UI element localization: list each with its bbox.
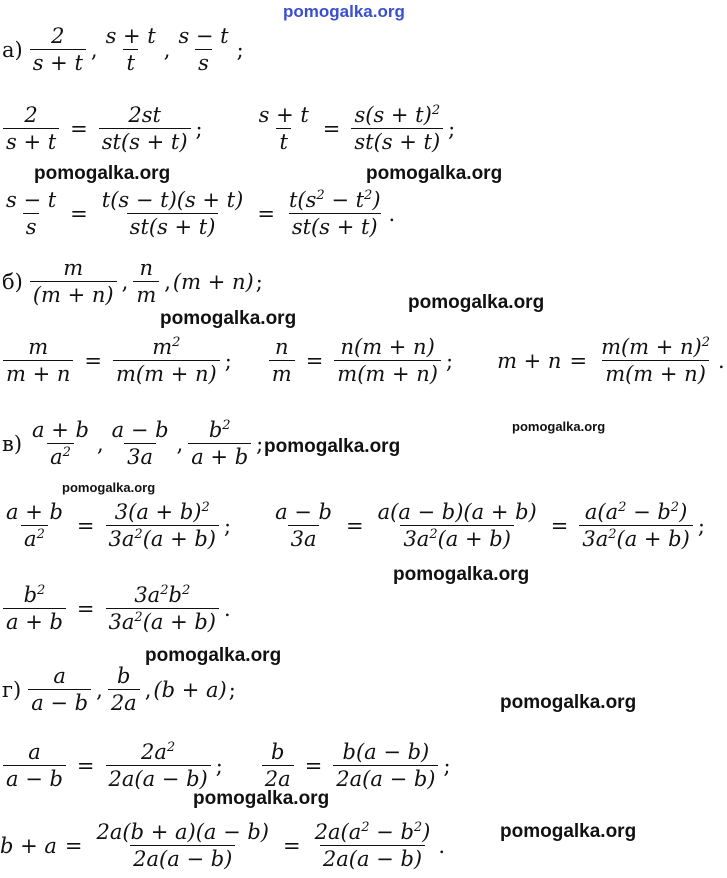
- fraction: [598, 335, 713, 386]
- exponent: 2: [166, 740, 176, 755]
- equals-sign: =: [569, 348, 588, 373]
- numerator: a: [28, 740, 41, 764]
- punctuation: ;: [215, 753, 223, 778]
- punctuation: ,: [96, 431, 104, 456]
- fraction: [3, 335, 73, 386]
- fraction: [579, 500, 692, 551]
- exponent: 2: [181, 583, 191, 598]
- part-v-row1: [0, 500, 707, 551]
- fraction: [28, 664, 91, 715]
- equals-sign: =: [76, 596, 95, 621]
- equals-sign: =: [84, 348, 102, 373]
- watermark: pomogalka.org: [500, 821, 637, 842]
- numerator: n: [139, 256, 154, 280]
- denominator: st(s + t): [289, 213, 381, 239]
- denominator: 3a: [124, 443, 156, 469]
- watermark: pomogalka.org: [264, 436, 401, 457]
- numerator: $m(m + n)^2$: [601, 335, 711, 359]
- numerator: a: [53, 664, 66, 688]
- denominator: m: [269, 360, 295, 386]
- numerator: $2a(a^2 - b^2)$: [314, 820, 431, 844]
- denominator: s + t: [30, 49, 86, 75]
- fraction: [3, 103, 59, 154]
- denominator: m + n: [3, 360, 73, 386]
- numerator: a − b: [275, 500, 332, 524]
- denominator: $3a^2(a + b)$: [579, 525, 692, 551]
- equals-sign: =: [550, 513, 569, 538]
- watermark: pomogalka.org: [408, 292, 545, 313]
- fraction: [99, 188, 247, 239]
- fraction: [188, 418, 251, 469]
- part-v-row2: [0, 583, 233, 634]
- numerator: s + t: [105, 24, 156, 48]
- punctuation: .: [388, 201, 396, 226]
- part-a-given: [2, 24, 246, 75]
- denominator: st(s + t): [127, 213, 219, 239]
- equals-sign: =: [304, 753, 323, 778]
- part-a-row2: [0, 188, 397, 239]
- watermark: pomogalka.org: [393, 564, 530, 585]
- fraction: [3, 583, 66, 634]
- denominator: $3a^2(a + b)$: [400, 525, 513, 551]
- equals-sign: =: [346, 513, 364, 538]
- fraction: [106, 500, 219, 551]
- numerator: 2st: [128, 103, 161, 127]
- part-b-row1: $\frac{m}{m + n}$ = $\frac{m^2}{m(m + n)}$ ; $\frac{n}{m}$ = $\frac{n(m + n)}{m(m + n)}$ ; m + n = $\frac{m(m + n)^2}{m(m + n)}$ .: [0, 335, 727, 386]
- part-v-given: [2, 418, 265, 469]
- numerator: s + t: [258, 103, 309, 127]
- watermark: pomogalka.org: [160, 308, 297, 329]
- fraction: [113, 335, 220, 386]
- equals-sign: =: [70, 116, 88, 141]
- punctuation: ,: [176, 431, 184, 456]
- fraction: [94, 820, 272, 871]
- numerator: 2a(b + a)(a − b): [96, 820, 270, 844]
- exponent: 2: [36, 527, 45, 542]
- watermark: pomogalka.org: [512, 419, 606, 434]
- numerator: $s(s + t)^2$: [354, 103, 441, 127]
- equals-sign: =: [305, 348, 324, 373]
- watermark: pomogalka.org: [145, 645, 282, 666]
- exponent: 2: [701, 335, 711, 350]
- denominator: s: [23, 213, 40, 239]
- fraction: [3, 740, 66, 791]
- fraction: [133, 256, 159, 307]
- denominator: 2a: [108, 689, 140, 715]
- numerator: 2: [51, 24, 65, 48]
- denominator: m(m + n): [602, 360, 709, 386]
- exponent: 2: [618, 500, 627, 515]
- denominator: m(m + n): [334, 360, 441, 386]
- punctuation: ;: [256, 431, 264, 456]
- part-a-row1: [0, 103, 457, 154]
- fraction: [312, 820, 434, 871]
- numerator: a(a − b)(a + b): [377, 500, 537, 524]
- punctuation: ,: [90, 37, 98, 62]
- fraction: [334, 335, 441, 386]
- denominator: $a^2$: [47, 443, 74, 469]
- label-b: б): [2, 269, 23, 294]
- numerator: $a(a^2 - b^2)$: [584, 500, 688, 524]
- part-g-given: г) $\frac{a}{a - b}$ , $\frac{b}{2a}$ , (b + a) ;: [2, 664, 236, 715]
- numerator: b(a − b): [342, 740, 430, 764]
- numerator: $2a^2$: [141, 740, 176, 764]
- label-a: а): [2, 37, 23, 62]
- exponent: 2: [608, 527, 617, 542]
- exponent: 2: [201, 500, 210, 515]
- numerator: b: [271, 740, 285, 764]
- punctuation: .: [224, 596, 231, 621]
- fraction: [351, 103, 443, 154]
- exponent: 2: [160, 583, 169, 598]
- watermark: pomogalka.org: [34, 163, 171, 184]
- exponent: 2: [134, 610, 143, 625]
- fraction: [30, 24, 86, 75]
- denominator: 2a(a − b): [106, 765, 211, 791]
- denominator: s: [195, 49, 212, 75]
- denominator: s + t: [3, 128, 59, 154]
- punctuation: ,: [144, 677, 152, 702]
- exponent: 2: [413, 820, 423, 835]
- label-g: г): [2, 677, 22, 702]
- fraction: [29, 418, 92, 469]
- numerator: b: [117, 664, 131, 688]
- equals-sign: =: [76, 753, 95, 778]
- numerator: $b^2$: [208, 418, 231, 442]
- punctuation: ;: [697, 513, 705, 538]
- equals-sign: =: [76, 513, 95, 538]
- denominator: m(m + n): [113, 360, 220, 386]
- punctuation: ;: [224, 348, 232, 373]
- denominator: $3a^2(a + b)$: [106, 608, 219, 634]
- numerator: $3a^2b^2$: [134, 583, 191, 607]
- fraction: [109, 418, 172, 469]
- fraction: [3, 500, 66, 551]
- denominator: m: [133, 281, 159, 307]
- denominator: 2a(a − b): [130, 845, 235, 871]
- numerator: m: [63, 256, 84, 280]
- numerator: 2: [24, 103, 38, 127]
- denominator: (m + n): [30, 281, 117, 307]
- exponent: 2: [222, 418, 231, 433]
- punctuation: ,: [96, 677, 103, 702]
- denominator: t: [123, 49, 137, 75]
- numerator: $m^2$: [152, 335, 181, 359]
- exponent: 2: [361, 820, 370, 835]
- exponent: 2: [316, 188, 325, 203]
- fraction: [272, 500, 335, 551]
- punctuation: ;: [443, 753, 451, 778]
- fraction: [106, 583, 219, 634]
- fraction: [30, 256, 117, 307]
- part-b-given: б) $\frac{m}{(m + n)}$ , $\frac{n}{m}$ , (m + n) ;: [2, 256, 263, 307]
- exponent: 2: [62, 445, 71, 460]
- punctuation: .: [718, 348, 725, 373]
- exponent: 2: [172, 335, 181, 350]
- fraction: [256, 103, 312, 154]
- punctuation: ,: [163, 37, 171, 62]
- denominator: st(s + t): [99, 128, 191, 154]
- denominator: 2a(a − b): [320, 845, 425, 871]
- denominator: $3a^2(a + b)$: [106, 525, 219, 551]
- fraction: [103, 24, 159, 75]
- exponent: 2: [429, 527, 438, 542]
- fraction: [375, 500, 540, 551]
- fraction: [108, 664, 140, 715]
- fraction: [99, 103, 191, 154]
- watermark: pomogalka.org: [366, 163, 503, 184]
- equals-sign: =: [322, 116, 341, 141]
- punctuation: ;: [228, 677, 236, 702]
- numerator: $b^2$: [23, 583, 46, 607]
- denominator: a − b: [3, 765, 66, 791]
- numerator: a + b: [6, 500, 63, 524]
- equals-sign: =: [70, 201, 88, 226]
- fraction: [333, 740, 438, 791]
- numerator: n(m + n): [340, 335, 435, 359]
- exponent: 2: [364, 188, 373, 203]
- denominator: 2a(a − b): [333, 765, 438, 791]
- punctuation: ,: [164, 269, 171, 294]
- numerator: s − t: [6, 188, 57, 212]
- exponent: 2: [431, 103, 441, 118]
- punctuation: ;: [255, 269, 263, 294]
- equals-sign: =: [283, 833, 301, 858]
- numerator: $t(s^2 - t^2)$: [288, 188, 381, 212]
- numerator: m: [28, 335, 49, 359]
- exponent: 2: [37, 583, 46, 598]
- watermark: pomogalka.org: [500, 692, 637, 713]
- punctuation: ;: [445, 348, 454, 373]
- punctuation: ;: [236, 37, 244, 62]
- equals-sign: =: [257, 201, 275, 226]
- denominator: $a^2$: [21, 525, 48, 551]
- fraction: [269, 335, 295, 386]
- punctuation: ;: [195, 116, 203, 141]
- numerator: a − b: [111, 418, 169, 442]
- numerator: s − t: [178, 24, 229, 48]
- label-v: в): [2, 431, 23, 456]
- fraction: [175, 24, 231, 75]
- denominator: a + b: [188, 443, 251, 469]
- punctuation: .: [438, 833, 446, 858]
- equals-sign: =: [64, 833, 83, 858]
- fraction: [286, 188, 384, 239]
- fraction: [3, 188, 59, 239]
- punctuation: ;: [224, 513, 232, 538]
- denominator: a − b: [28, 689, 91, 715]
- exponent: 2: [670, 500, 680, 515]
- fraction: [262, 740, 294, 791]
- denominator: 2a: [262, 765, 294, 791]
- watermark-top[interactable]: pomogalka.org: [283, 2, 405, 21]
- numerator: a + b: [32, 418, 89, 442]
- denominator: 3a: [288, 525, 320, 551]
- watermark: pomogalka.org: [193, 788, 330, 809]
- numerator: t(s − t)(s + t): [101, 188, 244, 212]
- part-g-row2: b + a = $\frac{2a(b + a)(a - b)}{2a(a - b)}$ = $\frac{2a(a^2 - b^2)}{2a(a - b)}$ .: [0, 820, 446, 871]
- watermark: pomogalka.org: [62, 480, 156, 495]
- denominator: st(s + t): [351, 128, 443, 154]
- punctuation: ,: [121, 269, 129, 294]
- part-g-row1: [0, 740, 453, 791]
- denominator: t: [276, 128, 290, 154]
- numerator: $3(a + b)^2$: [114, 500, 210, 524]
- exponent: 2: [134, 527, 143, 542]
- denominator: a + b: [3, 608, 66, 634]
- punctuation: ;: [448, 116, 456, 141]
- fraction: [106, 740, 211, 791]
- numerator: n: [274, 335, 289, 359]
